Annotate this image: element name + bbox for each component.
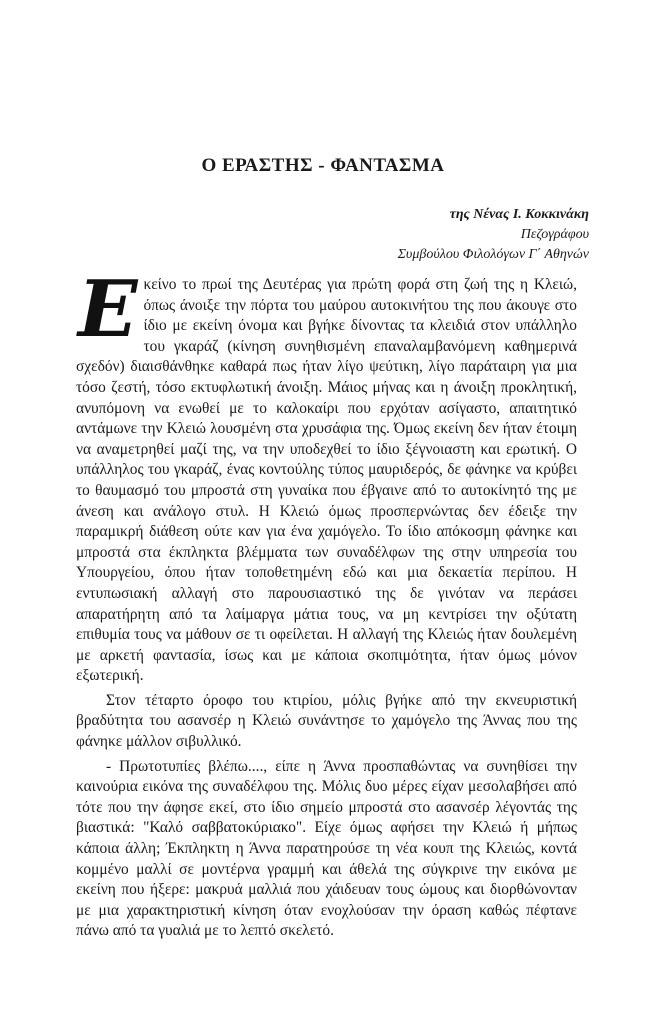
author-block	[398, 205, 589, 265]
paragraph-1-text: κείνο το πρωί της Δευτέρας για πρώτη φορά στη ζωή της η Κλειώ, όπως άνοιξε την πόρτα του μαύρου αυτοκινήτου της που άκουγε στο ίδιο με εκείνη όνομα και βγήκε δίνοντας τα κλειδιά στον υπάλληλο του γκαράζ (κίνηση συνηθισμένη επαναλαμβανόμενη καθημερινά σχεδόν) διαισθάνθηκε καθαρά πως ήταν λίγο ψεύτικη, λίγο παράταιρη για μια τόσο ζεστή, τόσο εκτυφλωτική άνοιξη. Μάιος μήνας και η άνοιξη προκλητική, ανυπόμονη να ενωθεί με το καλοκαίρι που ερχόταν ασίγαστο, απαιτητικό αντάμωνε την Κλειώ λουσμένη στα χρυσάφια της. Όμως εκείνη δεν ήταν έτοιμη να αναμετρηθεί μαζί της, να την υποδεχθεί το ίδιο ξέγνοιαστη και ερωτική. Ο υπάλληλος του γκαράζ, ένας κοντούλης τύπος μαυριδερός, δε φάνηκε να κρύβει το θαυμασμό του μπροστά στη γυναίκα που έβγαινε από το αυτοκίνητό της με άνεση και ανάλογο στυλ. Η Κλειώ όμως προσπερνώντας δεν έδειξε την παραμικρή διάθεση ούτε καν για ένα χαμόγελο. Το ίδιο απόκοσμη φάνηκε και μπροστά στα έκπληκτα βλέμματα των συναδέλφων της στην υπηρεσία του Υπουργείου, όπου ήταν τοποθετημένη εδώ και μια δεκαετία περίπου. Η εντυπωσιακή αλλαγή στο παρουσιαστικό της δε γινόταν να περάσει απαρατήρητη από τα λαίμαργα μάτια τους, να μη κεντρίσει την οξύτατη επιθυμία τους να μάθουν σε τι οφείλεται. Η αλλαγή της Κλειώς ήταν δουλεμένη με αρκετή φαντασία, ίσως και με κάποια σκοπιμότητα, ήταν όμως μόνον εξωτερική.	[76, 276, 577, 685]
drop-cap: Ε	[78, 264, 138, 355]
paragraph-3: - Πρωτοτυπίες βλέπω...., είπε η Άννα προσπαθώντας να συνηθίσει την καινούρια εικόνα της συναδέλφου της. Μόλις δυο μέρες είχαν μεσολαβήσει από τότε που την άφησε εκεί, στο ίδιο σημείο μπροστά στο ασανσέρ λέγοντάς της βιαστικά: "Καλό σαββατοκύριακο". Είχε όμως αφήσει την Κλειώ ή μήπως κάποια άλλη; Έκπληκτη η Άννα παρατηρούσε τη νέα κουπ της Κλειώς, κοντά κομμένο μαλλί σε μοντέρνα γραμμή και άθελά της σύγκρινε την εικόνα με εκείνη που ήξερε: μακρυά μαλλιά που χάιδευαν τους ώμους και διορθώνονταν με μια χαρακτηριστική κίνηση όταν ενοχλούσαν την όραση καθώς πέφτανε πάνω από τα γυαλιά με το λεπτό σκελετό.	[76, 757, 577, 940]
author-position: Συμβούλου Φιλολόγων Γ΄ Αθηνών	[397, 247, 589, 262]
article-body	[76, 264, 577, 942]
author-role: Πεζογράφου	[520, 227, 589, 242]
page-title: Ο ΕΡΑΣΤΗΣ - ΦΑΝΤΑΣΜΑ	[201, 155, 445, 176]
author-name: της Νένας Ι. Κοκκινάκη	[449, 207, 589, 222]
paragraph-1	[76, 264, 577, 687]
paragraph-2: Στον τέταρτο όροφο του κτιρίου, μόλις βγήκε από την εκνευριστική βραδύτητα του ασανσέρ η Κλειώ συνάντησε το χαμόγελο της Άννας που της φάνηκε μάλλον σιβυλλικό.	[76, 691, 577, 751]
